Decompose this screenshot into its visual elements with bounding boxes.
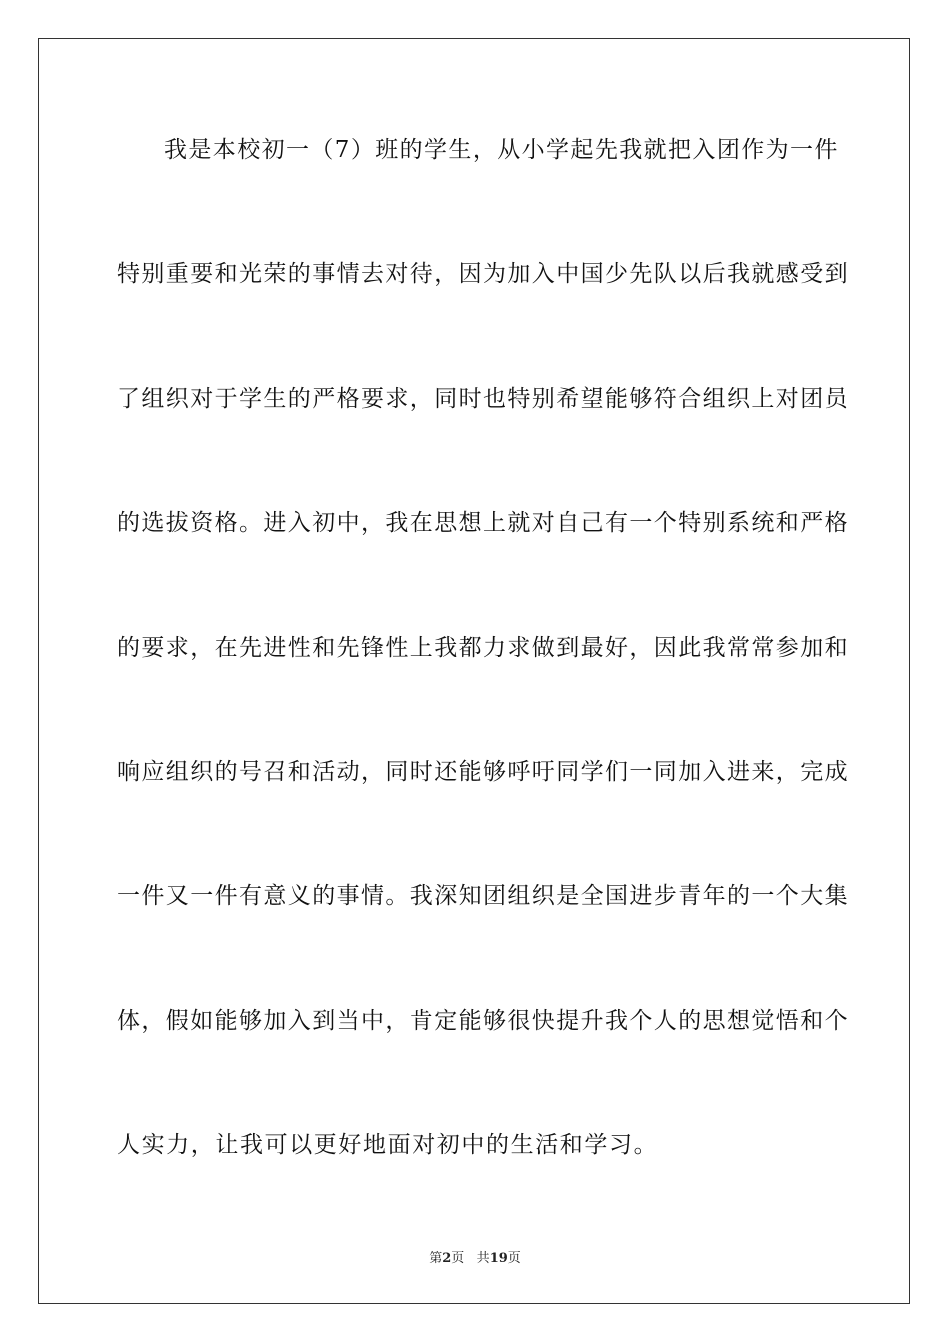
- footer-total-suffix: 页: [507, 1251, 521, 1266]
- paragraph-line-2: 特别重要和光荣的事情去对待，因为加入中国少先队以后我就感受到: [117, 261, 849, 288]
- paragraph-line-7: 一件又一件有意义的事情。我深知团组织是全国进步青年的一个大集: [117, 883, 849, 910]
- paragraph-line-8: 体，假如能够加入到当中，肯定能够很快提升我个人的思想觉悟和个: [117, 1007, 849, 1034]
- paragraph-line-5: 的要求，在先进性和先锋性上我都力求做到最好，因此我常常参加和: [117, 634, 849, 661]
- page-footer: [0, 1247, 950, 1266]
- paragraph-line-4: 的选拔资格。进入初中，我在思想上就对自己有一个特别系统和严格: [117, 510, 849, 537]
- footer-page-prefix: 第: [429, 1251, 443, 1266]
- paragraph-line-1: 我是本校初一（7）班的学生，从小学起先我就把入团作为一件: [164, 137, 839, 163]
- footer-total-pages: 19: [489, 1251, 508, 1266]
- paragraph-line-3: 了组织对于学生的严格要求，同时也特别希望能够符合组织上对团员: [117, 385, 849, 412]
- document-body: [117, 128, 849, 1248]
- footer-total-prefix: 共: [476, 1251, 490, 1266]
- footer-page-number: 2: [442, 1251, 452, 1266]
- paragraph-line-6: 响应组织的号召和活动，同时还能够呼吁同学们一同加入进来，完成: [117, 758, 849, 785]
- paragraph-line-9: 人实力，让我可以更好地面对初中的生活和学习。: [117, 1132, 659, 1159]
- footer-page-suffix: 页: [451, 1251, 465, 1266]
